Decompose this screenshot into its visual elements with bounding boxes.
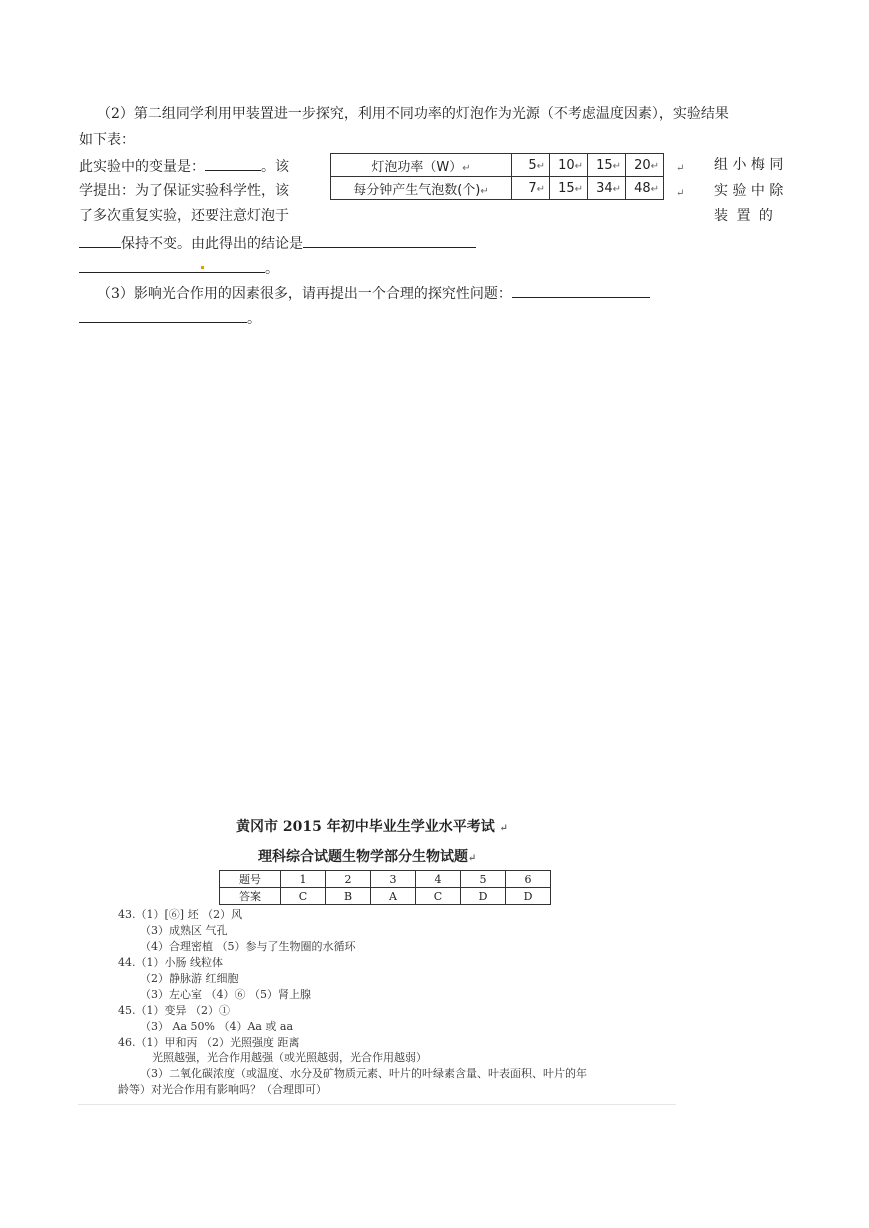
conclusion-prompt: 保持不变。由此得出的结论是: [121, 236, 303, 252]
answer-line: （2）静脉游 红细胞: [140, 972, 239, 985]
yellow-dot: [201, 266, 204, 269]
table-cell: D: [506, 888, 551, 905]
q2-line-1: （2）第二组同学利用甲装置进一步探究，利用不同功率的灯泡作为光源（不考虑温度因素），实验结果: [97, 106, 729, 122]
table-cell: 48↵: [626, 177, 664, 200]
table-row: [331, 154, 664, 177]
table-cell: 5↵: [512, 154, 550, 177]
answer-line: （3）左心室 （4）⑥ （5）肾上腺: [140, 988, 311, 1001]
row-label-bubbles: 每分钟产生气泡数(个)↵: [331, 177, 512, 200]
variable-end: 。该: [261, 159, 289, 175]
bulb-data-table: [330, 153, 664, 200]
table-cell: 34↵: [588, 177, 626, 200]
table-cell: 7↵: [512, 177, 550, 200]
conclusion-blank-2[interactable]: [79, 258, 265, 273]
conclusion-line: [79, 233, 476, 253]
header-label: 题号: [220, 871, 281, 888]
row-label-power: 灯泡功率（W）↵: [331, 154, 512, 177]
answer-line: 45.（1）变异 （2）①: [118, 1004, 230, 1017]
return-mark: ↵: [676, 163, 685, 174]
table-cell: B: [326, 888, 371, 905]
table-cell: 5: [461, 871, 506, 888]
table-cell: A: [371, 888, 416, 905]
answer-key-title: 黄冈市 2015 年初中毕业生学业水平考试 ↵: [236, 819, 508, 835]
conclusion-blank[interactable]: [303, 233, 476, 248]
answer-line: （3）成熟区 气孔: [140, 924, 228, 937]
table-cell: D: [461, 888, 506, 905]
table-cell: C: [416, 888, 461, 905]
answer-line: （3） Aa 50% （4）Aa 或 aa: [140, 1020, 294, 1033]
left-text-3: 了多次重复实验，还要注意灯泡于: [79, 208, 289, 224]
q3-blank-2[interactable]: [79, 308, 247, 323]
answer-line: 龄等）对光合作用有影响吗？（合理即可）: [118, 1083, 327, 1096]
table-cell: 6: [506, 871, 551, 888]
table-cell: C: [281, 888, 326, 905]
q3-line: [97, 283, 650, 303]
answer-key-image: [78, 808, 676, 1105]
left-text-2: 学提出：为了保证实验科学性，该: [79, 183, 289, 199]
table-cell: 2: [326, 871, 371, 888]
variable-blank[interactable]: [205, 156, 261, 171]
answer-line: （4）合理密植 （5）参与了生物圈的水循环: [140, 940, 356, 953]
q3-end: 。: [247, 311, 261, 327]
table-row: [220, 871, 551, 888]
table-row: [331, 177, 664, 200]
answer-line: （3）二氧化碳浓度（或温度、水分及矿物质元素、叶片的叶绿素含量、叶表面积、叶片的年: [140, 1067, 587, 1080]
variable-line: [79, 156, 289, 176]
right-text-3: 装 置 的: [714, 208, 773, 224]
right-text-2: 实 验 中 除: [714, 183, 784, 199]
table-cell: 10↵: [550, 154, 588, 177]
answer-line: 43.（1）[⑥] 坯 （2）风: [118, 908, 243, 921]
table-cell: 15↵: [550, 177, 588, 200]
table-cell: 20↵: [626, 154, 664, 177]
answer-key-subtitle: 理科综合试题生物学部分生物试题↵: [258, 849, 477, 865]
q3-blank[interactable]: [512, 283, 650, 298]
right-text-1: 组 小 梅 同: [714, 157, 784, 173]
variable-prompt: 此实验中的变量是：: [79, 159, 205, 175]
q2-line-2: 如下表：: [79, 132, 135, 148]
answer-table: [219, 870, 551, 905]
table-cell: 1: [281, 871, 326, 888]
answer-label: 答案: [220, 888, 281, 905]
answer-line: 光照越强，光合作用越强（或光照越弱，光合作用越弱）: [152, 1051, 427, 1064]
table-row: [220, 888, 551, 905]
q3-line-2: [79, 308, 261, 328]
bulb-condition-blank[interactable]: [79, 233, 121, 248]
answer-line: 44.（1）小肠 线粒体: [118, 956, 223, 969]
answer-line: 46.（1）甲和丙 （2）光照强度 距离: [118, 1036, 300, 1049]
table-cell: 3: [371, 871, 416, 888]
conclusion-line-2: [79, 258, 279, 278]
q3-prompt: （3）影响光合作用的因素很多，请再提出一个合理的探究性问题：: [97, 286, 512, 302]
return-mark: ↵: [676, 188, 685, 199]
table-cell: 15↵: [588, 154, 626, 177]
conclusion-end: 。: [265, 261, 279, 277]
table-cell: 4: [416, 871, 461, 888]
